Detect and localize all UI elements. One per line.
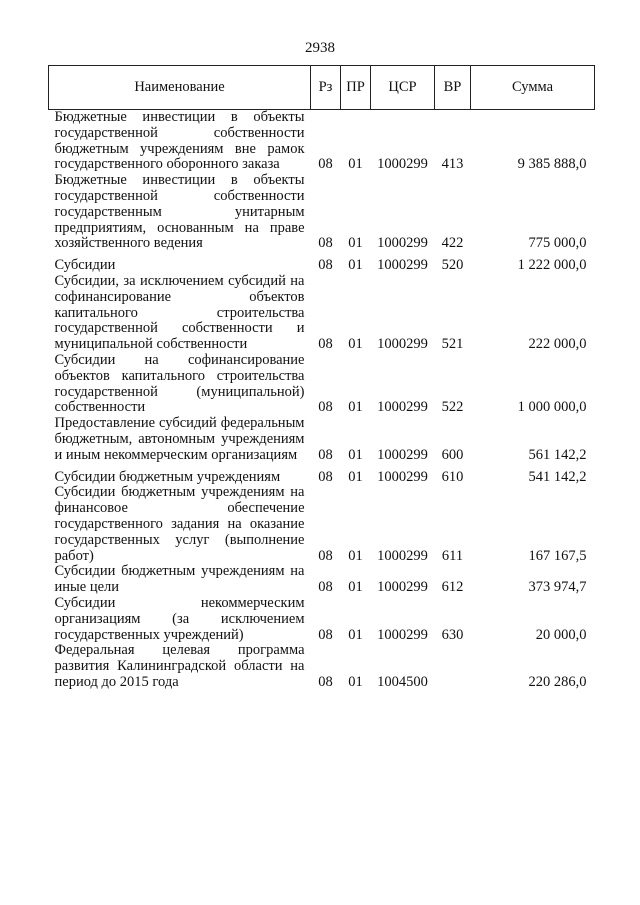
header-vr: ВР xyxy=(435,66,471,110)
row-pr: 01 xyxy=(348,257,363,274)
row-csr: 1000299 xyxy=(377,547,428,564)
row-csr: 1000299 xyxy=(377,156,428,173)
row-pr: 01 xyxy=(348,547,363,564)
row-vr: 630 xyxy=(441,626,464,643)
table-row xyxy=(49,173,595,252)
row-sum: 167 167,5 xyxy=(528,547,587,564)
row-sum: 373 974,7 xyxy=(528,579,587,596)
row-sum: 220 286,0 xyxy=(528,673,587,690)
row-name: Субсидии бюджетным учреждениям на иные цели xyxy=(54,563,305,596)
row-name: Предоставление субсидий федеральным бюджетным, автономным учреждениям и иным некоммерческим организациям xyxy=(54,415,305,463)
table-row xyxy=(49,416,595,463)
page-number: 2938 xyxy=(305,40,335,56)
row-name: Субсидии на софинансирование объектов капитального строительства государственной (муниципальной) собственности xyxy=(54,351,305,416)
row-sum: 1 222 000,0 xyxy=(517,257,587,274)
row-rz: 08 xyxy=(318,547,333,564)
row-pr: 01 xyxy=(348,399,363,416)
row-csr: 1000299 xyxy=(377,235,428,252)
row-csr: 1004500 xyxy=(377,673,428,690)
row-pr: 01 xyxy=(348,673,363,690)
row-csr: 1000299 xyxy=(377,468,428,485)
row-name: Субсидии бюджетным учреждениям xyxy=(54,468,281,485)
table-header-row xyxy=(49,66,595,110)
row-vr: 522 xyxy=(441,399,464,416)
row-name: Субсидии xyxy=(54,257,116,274)
row-vr: 612 xyxy=(441,579,464,596)
row-csr: 1000299 xyxy=(377,257,428,274)
row-rz: 08 xyxy=(318,336,333,353)
row-sum: 20 000,0 xyxy=(535,626,587,643)
row-sum: 775 000,0 xyxy=(528,235,587,252)
row-csr: 1000299 xyxy=(377,579,428,596)
row-vr: 422 xyxy=(441,235,464,252)
row-rz: 08 xyxy=(318,673,333,690)
row-sum: 561 142,2 xyxy=(528,446,587,463)
row-pr: 01 xyxy=(348,336,363,353)
header-rz: Рз xyxy=(311,66,341,110)
row-csr: 1000299 xyxy=(377,626,428,643)
header-sum: Сумма xyxy=(471,66,595,110)
row-name: Субсидии некоммерческим организациям (за исключением государственных учреждений) xyxy=(54,594,305,643)
row-vr: 521 xyxy=(441,336,464,353)
row-vr: 610 xyxy=(441,468,464,485)
row-vr: 600 xyxy=(441,446,464,463)
row-rz: 08 xyxy=(318,468,333,485)
row-name: Бюджетные инвестиции в объекты государственной собственности государственным унитарным предприятиям, основанным на праве хозяйственного ведения xyxy=(54,172,305,252)
row-vr: 520 xyxy=(441,257,464,274)
row-sum: 1 000 000,0 xyxy=(517,399,587,416)
row-csr: 1000299 xyxy=(377,336,428,353)
row-rz: 08 xyxy=(318,399,333,416)
row-pr: 01 xyxy=(348,446,363,463)
table-row xyxy=(49,252,595,274)
row-pr: 01 xyxy=(348,235,363,252)
row-rz: 08 xyxy=(318,156,333,173)
table-row xyxy=(49,564,595,596)
budget-table xyxy=(48,65,595,691)
row-name: Субсидии бюджетным учреждениям на финансовое обеспечение государственного задания на оказание государственных услуг (выполнение работ) xyxy=(54,484,305,564)
table-row xyxy=(49,596,595,643)
row-rz: 08 xyxy=(318,579,333,596)
row-pr: 01 xyxy=(348,468,363,485)
table-row xyxy=(49,464,595,486)
table-row xyxy=(49,485,595,564)
row-vr xyxy=(435,643,471,690)
row-pr: 01 xyxy=(348,626,363,643)
row-sum: 222 000,0 xyxy=(528,336,587,353)
row-name: Субсидии, за исключением субсидий на софинансирование объектов капитального строительства государственной собственности и муниципальной собственности xyxy=(54,272,305,353)
row-rz: 08 xyxy=(318,446,333,463)
row-rz: 08 xyxy=(318,257,333,274)
table-row xyxy=(49,643,595,690)
row-csr: 1000299 xyxy=(377,399,428,416)
row-vr: 611 xyxy=(441,547,464,564)
header-name: Наименование xyxy=(49,66,311,110)
row-name: Федеральная целевая программа развития Калининградской области на период до 2015 года xyxy=(54,642,305,690)
row-pr: 01 xyxy=(348,156,363,173)
table-body xyxy=(49,110,595,691)
table-row xyxy=(49,353,595,416)
table-row xyxy=(49,110,595,174)
row-csr: 1000299 xyxy=(377,446,428,463)
row-vr: 413 xyxy=(441,156,464,173)
header-csr: ЦСР xyxy=(371,66,435,110)
row-name: Бюджетные инвестиции в объекты государственной собственности бюджетным учреждениям вне рамок государственного оборонного заказа xyxy=(54,109,305,173)
row-rz: 08 xyxy=(318,235,333,252)
header-pr: ПР xyxy=(341,66,371,110)
row-sum: 541 142,2 xyxy=(528,468,587,485)
row-pr: 01 xyxy=(348,579,363,596)
row-sum: 9 385 888,0 xyxy=(517,156,587,173)
table-row xyxy=(49,274,595,353)
row-rz: 08 xyxy=(318,626,333,643)
